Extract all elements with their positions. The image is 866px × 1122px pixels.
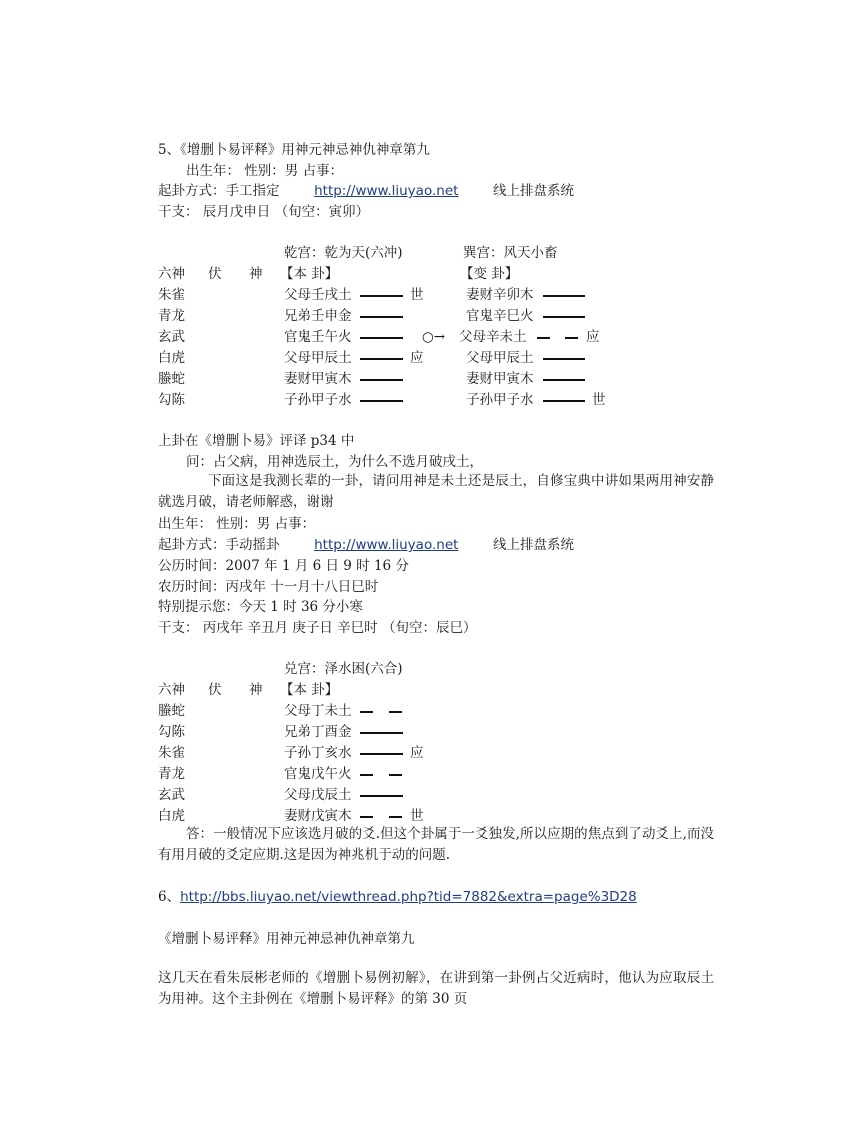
header-liushen: 六神 bbox=[158, 266, 185, 282]
gongli-time: 公历时间：2007 年 1 月 6 日 9 时 16 分 bbox=[158, 558, 409, 574]
ben-line: 父母壬戌土 bbox=[284, 287, 352, 303]
bian-line: 父母辛未土 bbox=[459, 329, 527, 345]
method-line-2 bbox=[158, 537, 574, 553]
ben-line: 子孙丁亥水 bbox=[284, 745, 352, 761]
yang-yao bbox=[543, 316, 585, 318]
liuyao-link[interactable]: http://www.liuyao.net bbox=[314, 183, 459, 199]
yang-yao bbox=[360, 732, 403, 734]
yin-yao-right bbox=[389, 816, 402, 818]
yang-yao bbox=[543, 400, 585, 402]
special-tip: 特别提示您：今天 1 时 36 分小寒 bbox=[158, 599, 363, 615]
ben-line: 官鬼壬午火 bbox=[284, 329, 352, 345]
ganzhi-line-2: 干支： 丙戌年 辛丑月 庚子日 辛巳时 （旬空：辰巳） bbox=[158, 620, 477, 636]
yang-yao bbox=[360, 316, 403, 318]
ganzhi-line: 干支： 辰月戊申日 （旬空：寅卯） bbox=[158, 204, 370, 220]
yang-yao bbox=[360, 400, 403, 402]
liushen: 白虎 bbox=[158, 808, 185, 824]
nongli-time: 农历时间：丙戌年 十一月十八日巳时 bbox=[158, 579, 379, 595]
yin-yao-right bbox=[389, 711, 402, 713]
yin-yao-left bbox=[360, 816, 373, 818]
yin-yao-left bbox=[360, 711, 373, 713]
liushen: 螣蛇 bbox=[158, 703, 185, 719]
header-shen: 神 bbox=[249, 266, 263, 282]
palace-ben-2: 兑宫：泽水困(六合) bbox=[284, 661, 403, 677]
method-line bbox=[158, 183, 574, 199]
liushen: 玄武 bbox=[158, 329, 185, 345]
yin-yao-right bbox=[565, 337, 578, 339]
liushen: 勾陈 bbox=[158, 392, 185, 408]
shi-ying-mark: 世 bbox=[410, 287, 424, 303]
header-liushen: 六神 bbox=[158, 682, 185, 698]
liushen: 青龙 bbox=[158, 766, 185, 782]
section6-number: 6、 bbox=[158, 889, 181, 905]
bian-shi-ying-mark: 世 bbox=[592, 392, 606, 408]
ben-line: 官鬼戊午火 bbox=[284, 766, 352, 782]
shi-ying-mark: 世 bbox=[410, 808, 424, 824]
header-ben: 【本 卦】 bbox=[280, 682, 339, 698]
section6-paragraph: 这几天在看朱辰彬老师的《增删卜易例初解》，在讲到第一卦例占父近病时，他认为应取辰土为用神。这个主卦例在《增删卜易评释》的第 30 页 bbox=[158, 970, 714, 1007]
method-label: 起卦方式：手工指定 bbox=[158, 183, 280, 199]
answer-paragraph: 答：一般情况下应该选月破的爻.但这个卦属于一爻独发,所以应期的焦点到了动爻上,而没有用月破的爻定应期.这是因为神兆机于动的问题. bbox=[158, 826, 714, 863]
ben-line: 兄弟壬申金 bbox=[284, 308, 352, 324]
header-fu: 伏 bbox=[208, 682, 222, 698]
birth-info: 出生年： 性别：男 占事： bbox=[186, 163, 344, 179]
liushen: 螣蛇 bbox=[158, 371, 185, 387]
bian-line: 官鬼辛巳火 bbox=[466, 308, 534, 324]
liushen: 朱雀 bbox=[158, 287, 185, 303]
shi-ying-mark: 应 bbox=[410, 745, 424, 761]
liushen: 玄武 bbox=[158, 787, 185, 803]
section5-title: 5、《增删卜易评释》用神元神忌神仇神章第九 bbox=[158, 142, 430, 158]
header-fu: 伏 bbox=[208, 266, 222, 282]
bian-shi-ying-mark: 应 bbox=[586, 329, 600, 345]
ben-line: 父母丁未土 bbox=[284, 703, 352, 719]
yin-yao-left bbox=[360, 774, 373, 776]
liushen: 白虎 bbox=[158, 350, 185, 366]
moving-mark: ○→ bbox=[422, 329, 446, 345]
yang-yao bbox=[360, 337, 403, 339]
section6-line bbox=[158, 889, 637, 905]
online-system-text: 线上排盘系统 bbox=[493, 537, 575, 553]
online-system-text: 线上排盘系统 bbox=[493, 183, 575, 199]
ben-line: 父母戊辰土 bbox=[284, 787, 352, 803]
bian-line: 妻财甲寅木 bbox=[466, 371, 534, 387]
yin-yao-right bbox=[389, 774, 402, 776]
header-ben: 【本 卦】 bbox=[280, 266, 339, 282]
method-label: 起卦方式：手动摇卦 bbox=[158, 537, 280, 553]
yang-yao bbox=[360, 379, 403, 381]
question-paragraph: 下面这是我测长辈的一卦，请问用神是未土还是辰土，自修宝典中讲如果两用神安静就选月破，请老师解惑，谢谢 bbox=[158, 473, 714, 510]
bbs-thread-link[interactable]: http://bbs.liuyao.net/viewthread.php?tid=7882&extra=page%3D28 bbox=[180, 889, 637, 905]
yang-yao bbox=[360, 358, 403, 360]
bian-line: 子孙甲子水 bbox=[466, 392, 534, 408]
yang-yao bbox=[360, 753, 403, 755]
bian-line: 妻财辛卯木 bbox=[466, 287, 534, 303]
palace-bian: 巽宫：风天小畜 bbox=[463, 245, 558, 261]
palace-ben: 乾宫：乾为天(六冲) bbox=[284, 245, 403, 261]
birth-info-2: 出生年： 性别：男 占事： bbox=[158, 516, 316, 532]
ben-line: 父母甲辰土 bbox=[284, 350, 352, 366]
yang-yao bbox=[543, 295, 585, 297]
section6-subtitle: 《增删卜易评释》用神元神忌神仇神章第九 bbox=[158, 931, 415, 947]
ben-line: 妻财甲寅木 bbox=[284, 371, 352, 387]
ben-line: 妻财戊寅木 bbox=[284, 808, 352, 824]
header-bian: 【变 卦】 bbox=[460, 266, 519, 282]
question-line: 问：占父病，用神选辰土，为什么不选月破戌土， bbox=[186, 454, 483, 470]
liushen: 勾陈 bbox=[158, 724, 185, 740]
yang-yao bbox=[543, 379, 585, 381]
bian-line: 父母甲辰土 bbox=[466, 350, 534, 366]
source-line: 上卦在《增删卜易》评译 p34 中 bbox=[158, 433, 355, 449]
liuyao-link-2[interactable]: http://www.liuyao.net bbox=[314, 537, 459, 553]
yang-yao bbox=[543, 358, 585, 360]
liushen: 青龙 bbox=[158, 308, 185, 324]
ben-line: 子孙甲子水 bbox=[284, 392, 352, 408]
shi-ying-mark: 应 bbox=[410, 350, 424, 366]
yang-yao bbox=[360, 295, 403, 297]
yang-yao bbox=[360, 795, 403, 797]
ben-line: 兄弟丁酉金 bbox=[284, 724, 352, 740]
liushen: 朱雀 bbox=[158, 745, 185, 761]
yin-yao-left bbox=[537, 337, 550, 339]
header-shen: 神 bbox=[249, 682, 263, 698]
